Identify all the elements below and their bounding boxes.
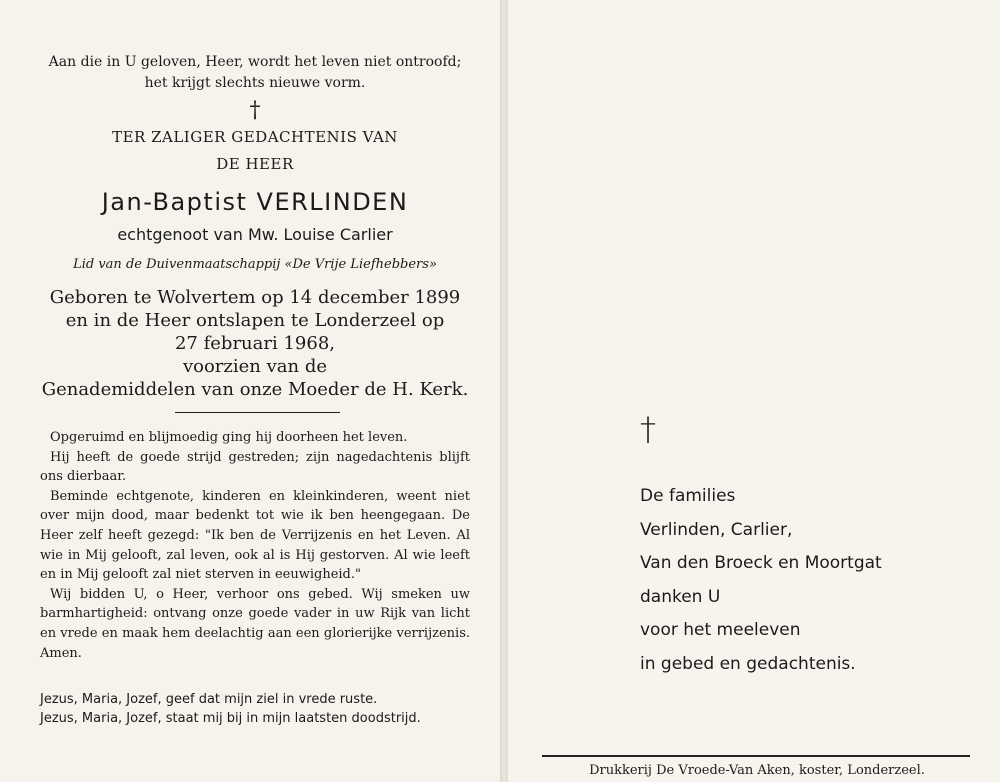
thanks-line: voor het meeleven xyxy=(640,620,801,640)
quote-line: Aan die in U geloven, Heer, wordt het leven niet ontroofd; xyxy=(48,54,462,70)
thanks-line: danken U xyxy=(640,586,721,607)
spouse-line: echtgenoot van Mw. Louise Carlier xyxy=(117,225,393,244)
thanks-line: Verlinden, Carlier, xyxy=(640,519,793,540)
printer-credit: Drukkerij De Vroede-Van Aken, koster, Londerzeel. xyxy=(589,763,925,778)
memorial-heading: TER ZALIGER GEDACHTENIS VAN xyxy=(112,128,398,146)
death-line: en in de Heer ontslapen te Londerzeel op xyxy=(65,310,445,331)
birth-line: Geboren te Wolvertem op 14 december 1899 xyxy=(49,287,461,308)
club-membership: Lid van de Duivenmaatschappij «De Vrije Liefhebbers» xyxy=(73,257,437,272)
closing-prayers xyxy=(40,690,470,728)
prayer-line: Jezus, Maria, Jozef, staat mij bij in mijn laatsten doodstrijd. xyxy=(40,711,421,726)
paragraph: Wij bidden U, o Heer, verhoor ons gebed. Wij smeken uw barmhartigheid: ontvang onze goede vader in uw Rijk van licht en vrede en maak hem deelachtig aan een glorierijke verrijzenis. Amen. xyxy=(40,586,470,661)
opening-quote xyxy=(30,52,480,94)
paragraph: Hij heeft de goede strijd gestreden; zijn nagedachtenis blijft ons dierbaar. xyxy=(40,449,470,485)
sacrament-line: Genademiddelen van onze Moeder de H. Kerk. xyxy=(41,379,469,400)
cross-icon: † xyxy=(640,410,656,448)
cross-icon: † xyxy=(249,98,261,123)
family-thanks xyxy=(640,480,882,681)
thanks-line: De families xyxy=(640,486,736,506)
birth-death-info xyxy=(0,286,510,401)
deceased-name: Jan-Baptist VERLINDEN xyxy=(101,188,409,216)
prayer-line: Jezus, Maria, Jozef, geef dat mijn ziel in vrede ruste. xyxy=(40,692,378,707)
memorial-text xyxy=(40,428,470,663)
paragraph: Beminde echtgenote, kinderen en kleinkinderen, weent niet over mijn dood, maar bedenkt tot wie ik ben heengegaan. De Heer zelf heeft gezegd: "Ik ben de Verrijzenis en het Leven. Al wie in Mij gelooft, zal leven, ook al is Hij gestorven. Al wie leeft en in Mij gelooft zal niet sterven in eeuwigheid." xyxy=(40,488,470,583)
footer-divider xyxy=(542,755,970,757)
thanks-line: Van den Broeck en Moortgat xyxy=(640,553,882,573)
card-fold xyxy=(500,0,508,782)
thanks-line: in gebed en gedachtenis. xyxy=(640,653,856,674)
paragraph: Opgeruimd en blijmoedig ging hij doorheen het leven. xyxy=(50,430,408,445)
sacrament-line: voorzien van de xyxy=(182,356,328,377)
quote-line: het krijgt slechts nieuwe vorm. xyxy=(144,75,366,91)
honorific: DE HEER xyxy=(216,155,294,173)
death-date: 27 februari 1968, xyxy=(174,333,335,354)
divider xyxy=(175,412,340,413)
